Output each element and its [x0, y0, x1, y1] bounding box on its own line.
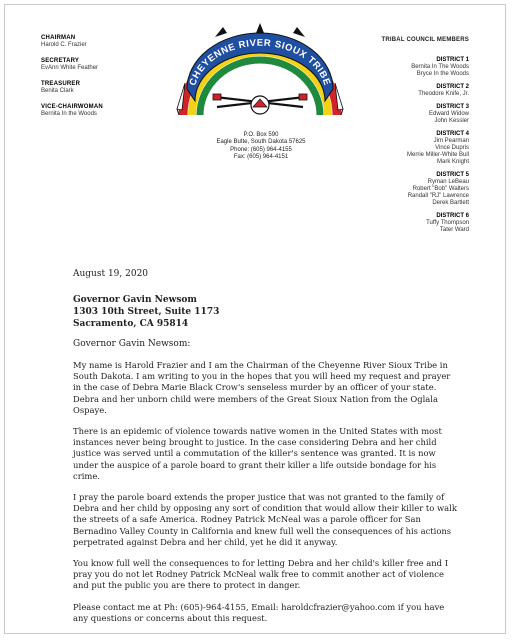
officer-name: Bernita In the Woods: [41, 111, 97, 117]
district-label: DISTRICT 2: [436, 84, 469, 90]
tribe-address: [183, 132, 339, 162]
council-member: Bryce In the Woods: [416, 71, 469, 77]
council-member: Jim Pearman: [433, 138, 469, 144]
district-label: DISTRICT 4: [436, 131, 469, 137]
body-paragraph: I pray the parole board extends the proper justice that was not granted to the family of Debra and her child by opposing any sort of condition that would allow their killer to walk the streets of a safe America. Rodney Patrick McNeal was a parole officer for San Bernadino Valley County in California and knew full well the consequences of his actions perpetrated against Debra and her child, yet he did it anyway.: [73, 492, 457, 547]
banner-text: CHEYENNE RIVER SIOUX TRIBE: [187, 37, 333, 88]
council-member: Theodore Knife, Jr.: [418, 91, 469, 97]
council-member: Tuffy Thompson: [426, 220, 469, 226]
address-line: Eagle Butte, South Dakota 57625: [216, 139, 306, 146]
district-label: DISTRICT 6: [436, 213, 469, 219]
council-member: Edward Widow: [428, 111, 469, 117]
officer-name: Harold C. Frazier: [41, 42, 87, 48]
officer-name: EvAnn White Feather: [41, 65, 99, 71]
council-heading: TRIBAL COUNCIL MEMBERS: [381, 37, 469, 43]
address-fax: Fax: (605) 964-4151: [233, 154, 289, 161]
council-column: [329, 57, 469, 234]
officer-role: TREASURER: [41, 81, 81, 87]
officer-name: Benita Clark: [41, 88, 74, 94]
body-paragraph: There is an epidemic of violence towards native women in the United States with most instances never being brought to justice. In the case considering Debra and her child justice was served until a commutation of the killer's sentence was granted. It is now under the auspice of a parole board to grant their killer a life outside bondage for his crime.: [73, 426, 442, 481]
council-member: Robert "Bob" Walters: [412, 186, 469, 192]
council-member: Vince Dupris: [435, 145, 469, 151]
body-paragraph: My name is Harold Frazier and I am the Chairman of the Cheyenne River Sioux Tribe in South Dakota. I am writing to you in the hopes that you will heed my request and prayer in the case of Debra Marie Black Crow's senseless murder by an officer of your state. Debra and her unborn child were members of the Great Sioux Nation from the Oglala Ospaye.: [73, 360, 451, 415]
recipient-address: [73, 294, 219, 330]
address-line: P.O. Box 590: [243, 132, 279, 138]
officer-role: SECRETARY: [41, 58, 80, 64]
district-label: DISTRICT 1: [436, 57, 469, 63]
contact-paragraph: Please contact me at Ph: (605)-964-4155, Email: haroldcfrazier@yahoo.com if you have any questions or concerns about this request.: [73, 601, 445, 623]
letter-date: August 19, 2020: [73, 269, 149, 279]
officers-column: [41, 35, 161, 118]
council-member: Ryman LeBeau: [427, 179, 469, 185]
recipient-name: Governor Gavin Newsom: [73, 295, 197, 305]
council-member: John Kessler: [434, 118, 469, 124]
council-member: Randall "RJ" Lawrence: [407, 193, 469, 199]
council-member: Derek Bartlett: [432, 200, 469, 206]
district-label: DISTRICT 5: [436, 172, 469, 178]
district-label: DISTRICT 3: [436, 104, 469, 110]
recipient-city: Sacramento, CA 95814: [73, 319, 189, 329]
officer-role: CHAIRMAN: [41, 35, 76, 41]
council-member: Merrie Miller-White Bull: [406, 152, 469, 158]
tribe-seal-logo: [165, 23, 355, 127]
letter-body: [73, 360, 457, 634]
officer-role: VICE-CHAIRWOMAN: [41, 104, 103, 110]
address-phone: Phone: (605) 964-4155: [230, 146, 292, 153]
council-member: Mark Knight: [436, 159, 469, 165]
recipient-street: 1303 10th Street, Suite 1173: [73, 307, 220, 317]
council-member: Bernita In The Woods: [411, 64, 469, 70]
council-member: Tater Ward: [439, 227, 469, 233]
body-paragraph: You know full well the consequences to for letting Debra and her child's killer free and I pray you do not let Rodney Patrick McNeal walk free to commit another act of violence and put the public you are there to protect in danger.: [73, 558, 449, 591]
letter-page: [4, 4, 506, 634]
salutation: Governor Gavin Newsom:: [73, 339, 191, 349]
